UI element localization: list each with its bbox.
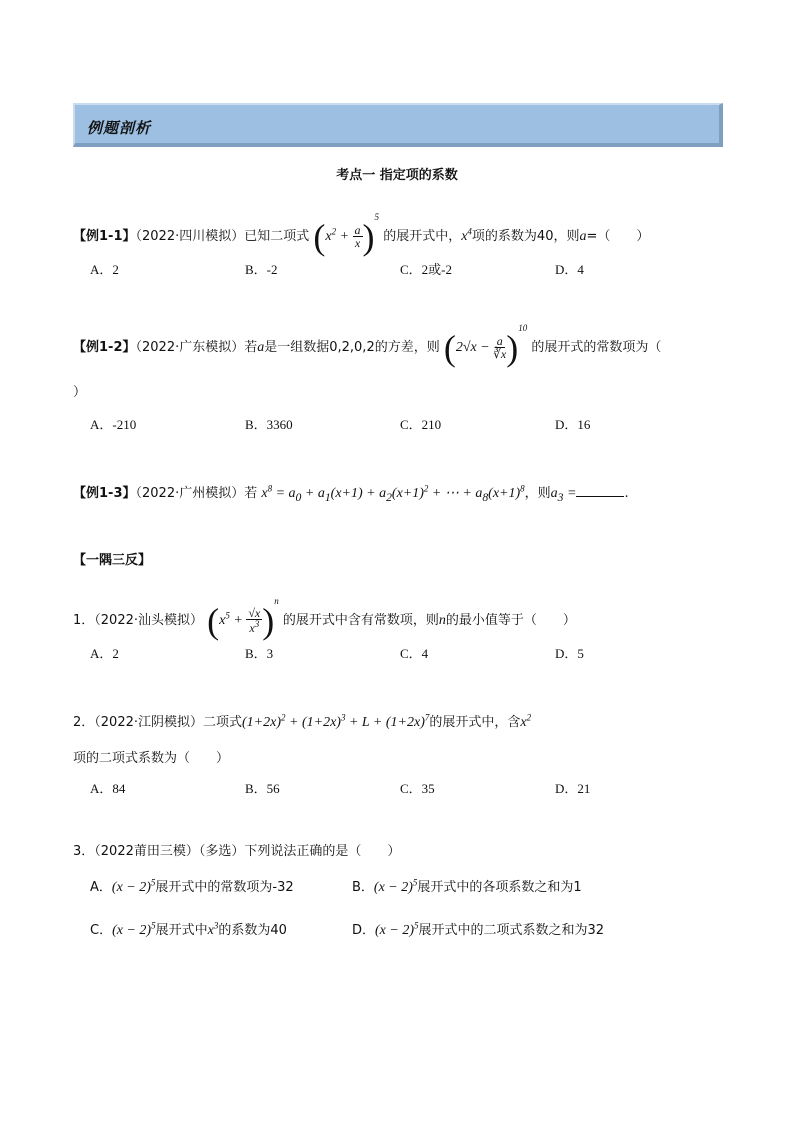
option-a: A．$(x - 2)^5$展开式中的常数项为-32 — [90, 877, 294, 895]
question-source: （2022莆田三模）（多选） — [94, 844, 245, 859]
section-banner — [73, 103, 723, 147]
option-d: D．$(x - 2)^5$展开式中的二项式系数之和为32 — [352, 920, 605, 938]
option-b: B．56 — [245, 781, 280, 796]
option-a: A．84 — [90, 781, 126, 796]
formula-binomial: ($x^2$ + $\frac{a}{x}$ )$^5$ — [313, 212, 380, 257]
formula-q1: ($x^5$ + $\frac{√x}{x^3}$ )$^n$ — [207, 596, 279, 641]
example-1-2: 【例1-2】（2022·广东模拟）若a是一组数据0,2,0,2的方差，则 (2√x − $\frac{a}{∛x}$ )$^{10}$ 的展开式的常数项为（ — [73, 323, 662, 368]
question-source: （2022·汕头模拟） — [94, 613, 203, 628]
option-b: B．3 — [245, 646, 274, 661]
option-b: B．-2 — [245, 262, 278, 277]
practice-heading: 【一隅三反】 — [73, 553, 152, 568]
formula-root: (2√x − $\frac{a}{∛x}$ )$^{10}$ — [443, 323, 528, 368]
example-1-2-cont: ） — [73, 385, 87, 400]
option-d: D．16 — [555, 417, 591, 432]
option-a: A．2 — [90, 646, 119, 661]
question-2: 2．（2022·江阴模拟）二项式$(1+2x)^2 + (1+2x)^3 + L + (1+2x)^7$的展开式中，含$x^2$ — [73, 712, 532, 730]
example-source: （2022·四川模拟） — [135, 229, 245, 244]
question-source: （2022·江阴模拟） — [94, 715, 203, 730]
example-1-3: 【例1-3】（2022·广州模拟）若 $x^8 = a_0 + a_1(x+1) + a_2(x+1)^2$ + ⋯ + $a_8(x+1)^8$，则$a_3$ = . — [73, 483, 629, 504]
option-a: A．2 — [90, 262, 119, 277]
example-source: （2022·广州模拟） — [135, 486, 245, 501]
option-c: C．210 — [400, 417, 442, 432]
option-d: D．5 — [555, 646, 584, 661]
example-source: （2022·广东模拟） — [135, 340, 245, 355]
banner-label: 例题剖析 — [87, 119, 152, 137]
option-c: C．4 — [400, 646, 429, 661]
option-b: B．3360 — [245, 417, 293, 432]
option-d: D．4 — [555, 262, 584, 277]
question-1: 1．（2022·汕头模拟） ($x^5$ + $\frac{√x}{x^3}$ )$^n$ 的展开式中含有常数项，则n的最小值等于（ ） — [73, 596, 576, 641]
option-b: B．$(x - 2)^5$展开式中的各项系数之和为1 — [352, 877, 582, 895]
option-c: C．35 — [400, 781, 435, 796]
example-tag: 【例1-2】 — [73, 340, 136, 355]
example-tag: 【例1-1】 — [73, 229, 136, 244]
option-c: C．2或-2 — [400, 262, 453, 277]
section-title: 考点一 指定项的系数 — [336, 168, 458, 183]
formula-q2: $(1+2x)^2 + (1+2x)^3 + L + (1+2x)^7$ — [242, 712, 430, 730]
option-a: A．-210 — [90, 417, 137, 432]
answer-blank[interactable] — [576, 484, 624, 497]
example-1-1: 【例1-1】（2022·四川模拟）已知二项式 ($x^2$ + $\frac{a}{x}$ )$^5$ 的展开式中，$x^4$项的系数为40，则a=（ ） — [73, 212, 650, 257]
question-2-cont: 项的二项式系数为（ ） — [73, 751, 230, 766]
example-tag: 【例1-3】 — [73, 486, 136, 501]
formula-expansion: $x^8 = a_0 + a_1(x+1) + a_2(x+1)^2$ + ⋯ + $a_8(x+1)^8$ — [261, 483, 525, 504]
question-3: 3．（2022莆田三模）（多选）下列说法正确的是（ ） — [73, 844, 401, 859]
option-d: D．21 — [555, 781, 591, 796]
option-c: C．$(x - 2)^5$展开式中$x^3$的系数为40 — [90, 920, 287, 938]
